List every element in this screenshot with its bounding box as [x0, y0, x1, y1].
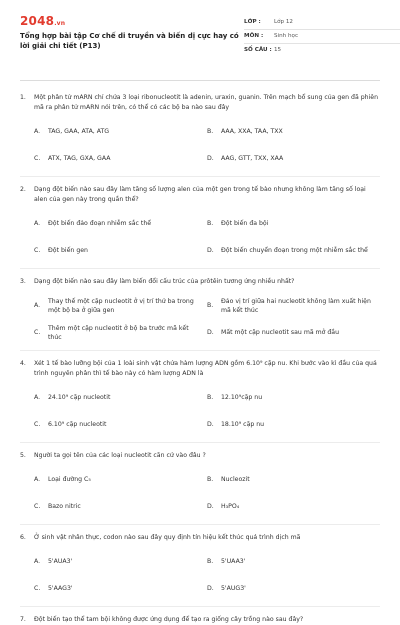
- answer-option[interactable]: [207, 466, 380, 493]
- option-letter: D.: [207, 329, 214, 336]
- meta-row-count: [244, 44, 400, 57]
- answer-option[interactable]: [207, 493, 380, 520]
- option-text: AAA, XXA, TAA, TXX: [221, 128, 283, 135]
- answer-options: [34, 118, 380, 172]
- question-stem: [20, 185, 380, 205]
- answer-options: [34, 384, 380, 438]
- option-text: ATX, TAG, GXA, GAA: [48, 155, 111, 162]
- question-number: 3.: [20, 278, 26, 285]
- answer-option[interactable]: [34, 384, 207, 411]
- question-number: 1.: [20, 94, 26, 101]
- answer-option[interactable]: [34, 145, 207, 172]
- option-text: Đột biến chuyển đoạn trong một nhiễm sắc thể: [221, 247, 368, 254]
- question-divider: [20, 268, 380, 269]
- question-number: 6.: [20, 534, 26, 541]
- option-letter: D.: [207, 585, 214, 592]
- option-text: 5'AUG3': [221, 585, 246, 592]
- meta-row-class: [244, 16, 400, 30]
- question-divider: [20, 606, 380, 607]
- question-number: 5.: [20, 452, 26, 459]
- option-letter: A.: [34, 128, 41, 135]
- question-stem: [20, 359, 380, 379]
- meta-value: Lớp 12: [274, 19, 293, 25]
- question-stem: [20, 615, 380, 625]
- question-list: [20, 93, 380, 625]
- question-stem: [20, 277, 380, 287]
- option-letter: A.: [34, 220, 41, 227]
- question-text: Ở sinh vật nhân thực, codon nào sau đây quy định tín hiệu kết thúc quá trình dịch mã: [34, 534, 301, 541]
- answer-option[interactable]: [34, 319, 207, 346]
- document-title: Tổng hợp bài tập Cơ chế di truyền và biến dị cực hay có lời giải chi tiết (P13): [20, 32, 239, 50]
- answer-option[interactable]: [34, 466, 207, 493]
- option-letter: D.: [207, 421, 214, 428]
- question-number: 7.: [20, 616, 26, 623]
- option-letter: B.: [207, 220, 214, 227]
- question-text: Người ta gọi tên của các loại nucleotit căn cứ vào đâu ?: [34, 452, 206, 459]
- meta-table: [244, 16, 400, 57]
- meta-key: LỚP :: [244, 19, 261, 25]
- option-letter: B.: [207, 302, 214, 309]
- option-letter: C.: [34, 247, 41, 254]
- option-text: 12.10⁹cặp nu: [221, 394, 263, 401]
- logo-suffix: .vn: [54, 20, 66, 27]
- option-text: AAG, GTT, TXX, XAA: [221, 155, 284, 162]
- question-text: Dạng đột biến nào sau đây làm tăng số lượng alen của một gen trong tế bào nhưng không làm tăng số loại alen của gen này trong quần thể?: [34, 186, 366, 203]
- question-2: [20, 185, 380, 269]
- option-letter: C.: [34, 585, 41, 592]
- answer-option[interactable]: [34, 411, 207, 438]
- option-letter: B.: [207, 476, 214, 483]
- option-text: Nucleozit: [221, 476, 250, 483]
- document-header: [20, 14, 380, 76]
- answer-option[interactable]: [34, 118, 207, 145]
- option-text: 6.10⁹ cặp nucleotit: [48, 421, 107, 428]
- question-4: [20, 359, 380, 443]
- option-text: 24.10⁹ cặp nucleotit: [48, 394, 111, 401]
- option-letter: C.: [34, 421, 41, 428]
- answer-options: [34, 466, 380, 520]
- option-letter: C.: [34, 329, 41, 336]
- option-text: Thay thế một cặp nucleotit ở vị trí thứ ba trong một bộ ba ở giữa gen: [48, 297, 194, 314]
- option-text: 5'AUA3': [48, 558, 73, 565]
- option-text: Đột biến đảo đoạn nhiễm sắc thể: [48, 220, 152, 227]
- option-text: 18.10⁹ cặp nu: [221, 421, 265, 428]
- option-text: Thêm một cặp nucleotit ở bộ ba trước mã kết thúc: [48, 324, 189, 341]
- option-letter: A.: [34, 302, 41, 309]
- answer-option[interactable]: [34, 493, 207, 520]
- question-divider: [20, 442, 380, 443]
- answer-option[interactable]: [207, 548, 380, 575]
- answer-options: [34, 210, 380, 264]
- answer-option[interactable]: [207, 411, 380, 438]
- option-letter: B.: [207, 394, 214, 401]
- option-text: Đột biến đa bội: [221, 220, 269, 227]
- question-7: [20, 615, 380, 625]
- question-5: [20, 451, 380, 525]
- meta-row-subject: [244, 30, 400, 44]
- option-text: Bazo nitric: [48, 503, 81, 510]
- option-text: TAG, GAA, ATA, ATG: [48, 128, 110, 135]
- meta-key: MÔN :: [244, 33, 264, 39]
- logo-text: 2048: [20, 14, 55, 28]
- question-stem: [20, 533, 380, 543]
- question-text: Một phân tử mARN chỉ chứa 3 loại ribonucleotit là adenin, uraxin, guanin. Trên mạch bổ sung của gen đã phiên mã ra phân tử mARN nói trên, có thể có các bộ ba nào sau đây: [34, 94, 379, 111]
- option-text: Mất một cặp nucleotit sau mã mở đầu: [221, 329, 340, 336]
- meta-value: 15: [274, 47, 282, 53]
- answer-option[interactable]: [34, 292, 207, 319]
- meta-key: SỐ CÂU :: [244, 47, 272, 53]
- option-letter: C.: [34, 503, 41, 510]
- question-1: [20, 93, 380, 177]
- answer-option[interactable]: [34, 575, 207, 602]
- option-text: Đột biến gen: [48, 247, 88, 254]
- option-text: Loại đường C₅: [48, 476, 91, 483]
- answer-option[interactable]: [207, 145, 380, 172]
- option-text: 5'UAA3': [221, 558, 246, 565]
- option-text: 5'AAG3': [48, 585, 73, 592]
- answer-option[interactable]: [207, 319, 380, 346]
- option-text: H₃PO₄: [221, 503, 240, 510]
- question-number: 2.: [20, 186, 26, 193]
- question-divider: [20, 524, 380, 525]
- question-6: [20, 533, 380, 607]
- question-divider: [20, 176, 380, 177]
- option-letter: B.: [207, 128, 214, 135]
- option-text: Đảo vị trí giữa hai nucleotit không làm xuất hiện mã kết thúc: [221, 297, 371, 314]
- question-divider: [20, 350, 380, 351]
- answer-option[interactable]: [207, 575, 380, 602]
- answer-option[interactable]: [207, 118, 380, 145]
- answer-option[interactable]: [34, 210, 207, 237]
- option-letter: A.: [34, 394, 41, 401]
- question-text: Xét 1 tế bào lưỡng bội của 1 loài sinh vật chứa hàm lượng ADN gồm 6.10⁹ cặp nu. Khi bước vào kì đầu của quá trình nguyên phân thì tế bào này có hàm lượng ADN là: [34, 360, 377, 377]
- option-letter: B.: [207, 558, 214, 565]
- answer-option[interactable]: [207, 384, 380, 411]
- question-text: Đột biến tạo thể tam bội không được ứng dụng để tạo ra giống cây trồng nào sau đây?: [34, 616, 304, 623]
- answer-option[interactable]: [207, 210, 380, 237]
- question-stem: [20, 451, 380, 461]
- option-letter: D.: [207, 155, 214, 162]
- option-letter: C.: [34, 155, 41, 162]
- answer-option[interactable]: [207, 237, 380, 264]
- answer-options: [34, 548, 380, 602]
- answer-option[interactable]: [34, 548, 207, 575]
- option-letter: A.: [34, 476, 41, 483]
- option-letter: A.: [34, 558, 41, 565]
- header-divider: [20, 80, 380, 81]
- question-3: [20, 277, 380, 351]
- option-letter: D.: [207, 503, 214, 510]
- question-number: 4.: [20, 360, 26, 367]
- answer-option[interactable]: [207, 292, 380, 319]
- question-text: Dạng đột biến nào sau đây làm biến đổi cấu trúc của prôtêin tương ứng nhiều nhất?: [34, 278, 295, 285]
- option-letter: D.: [207, 247, 214, 254]
- answer-option[interactable]: [34, 237, 207, 264]
- answer-options: [34, 292, 380, 346]
- meta-value: Sinh học: [274, 33, 299, 39]
- question-stem: [20, 93, 380, 113]
